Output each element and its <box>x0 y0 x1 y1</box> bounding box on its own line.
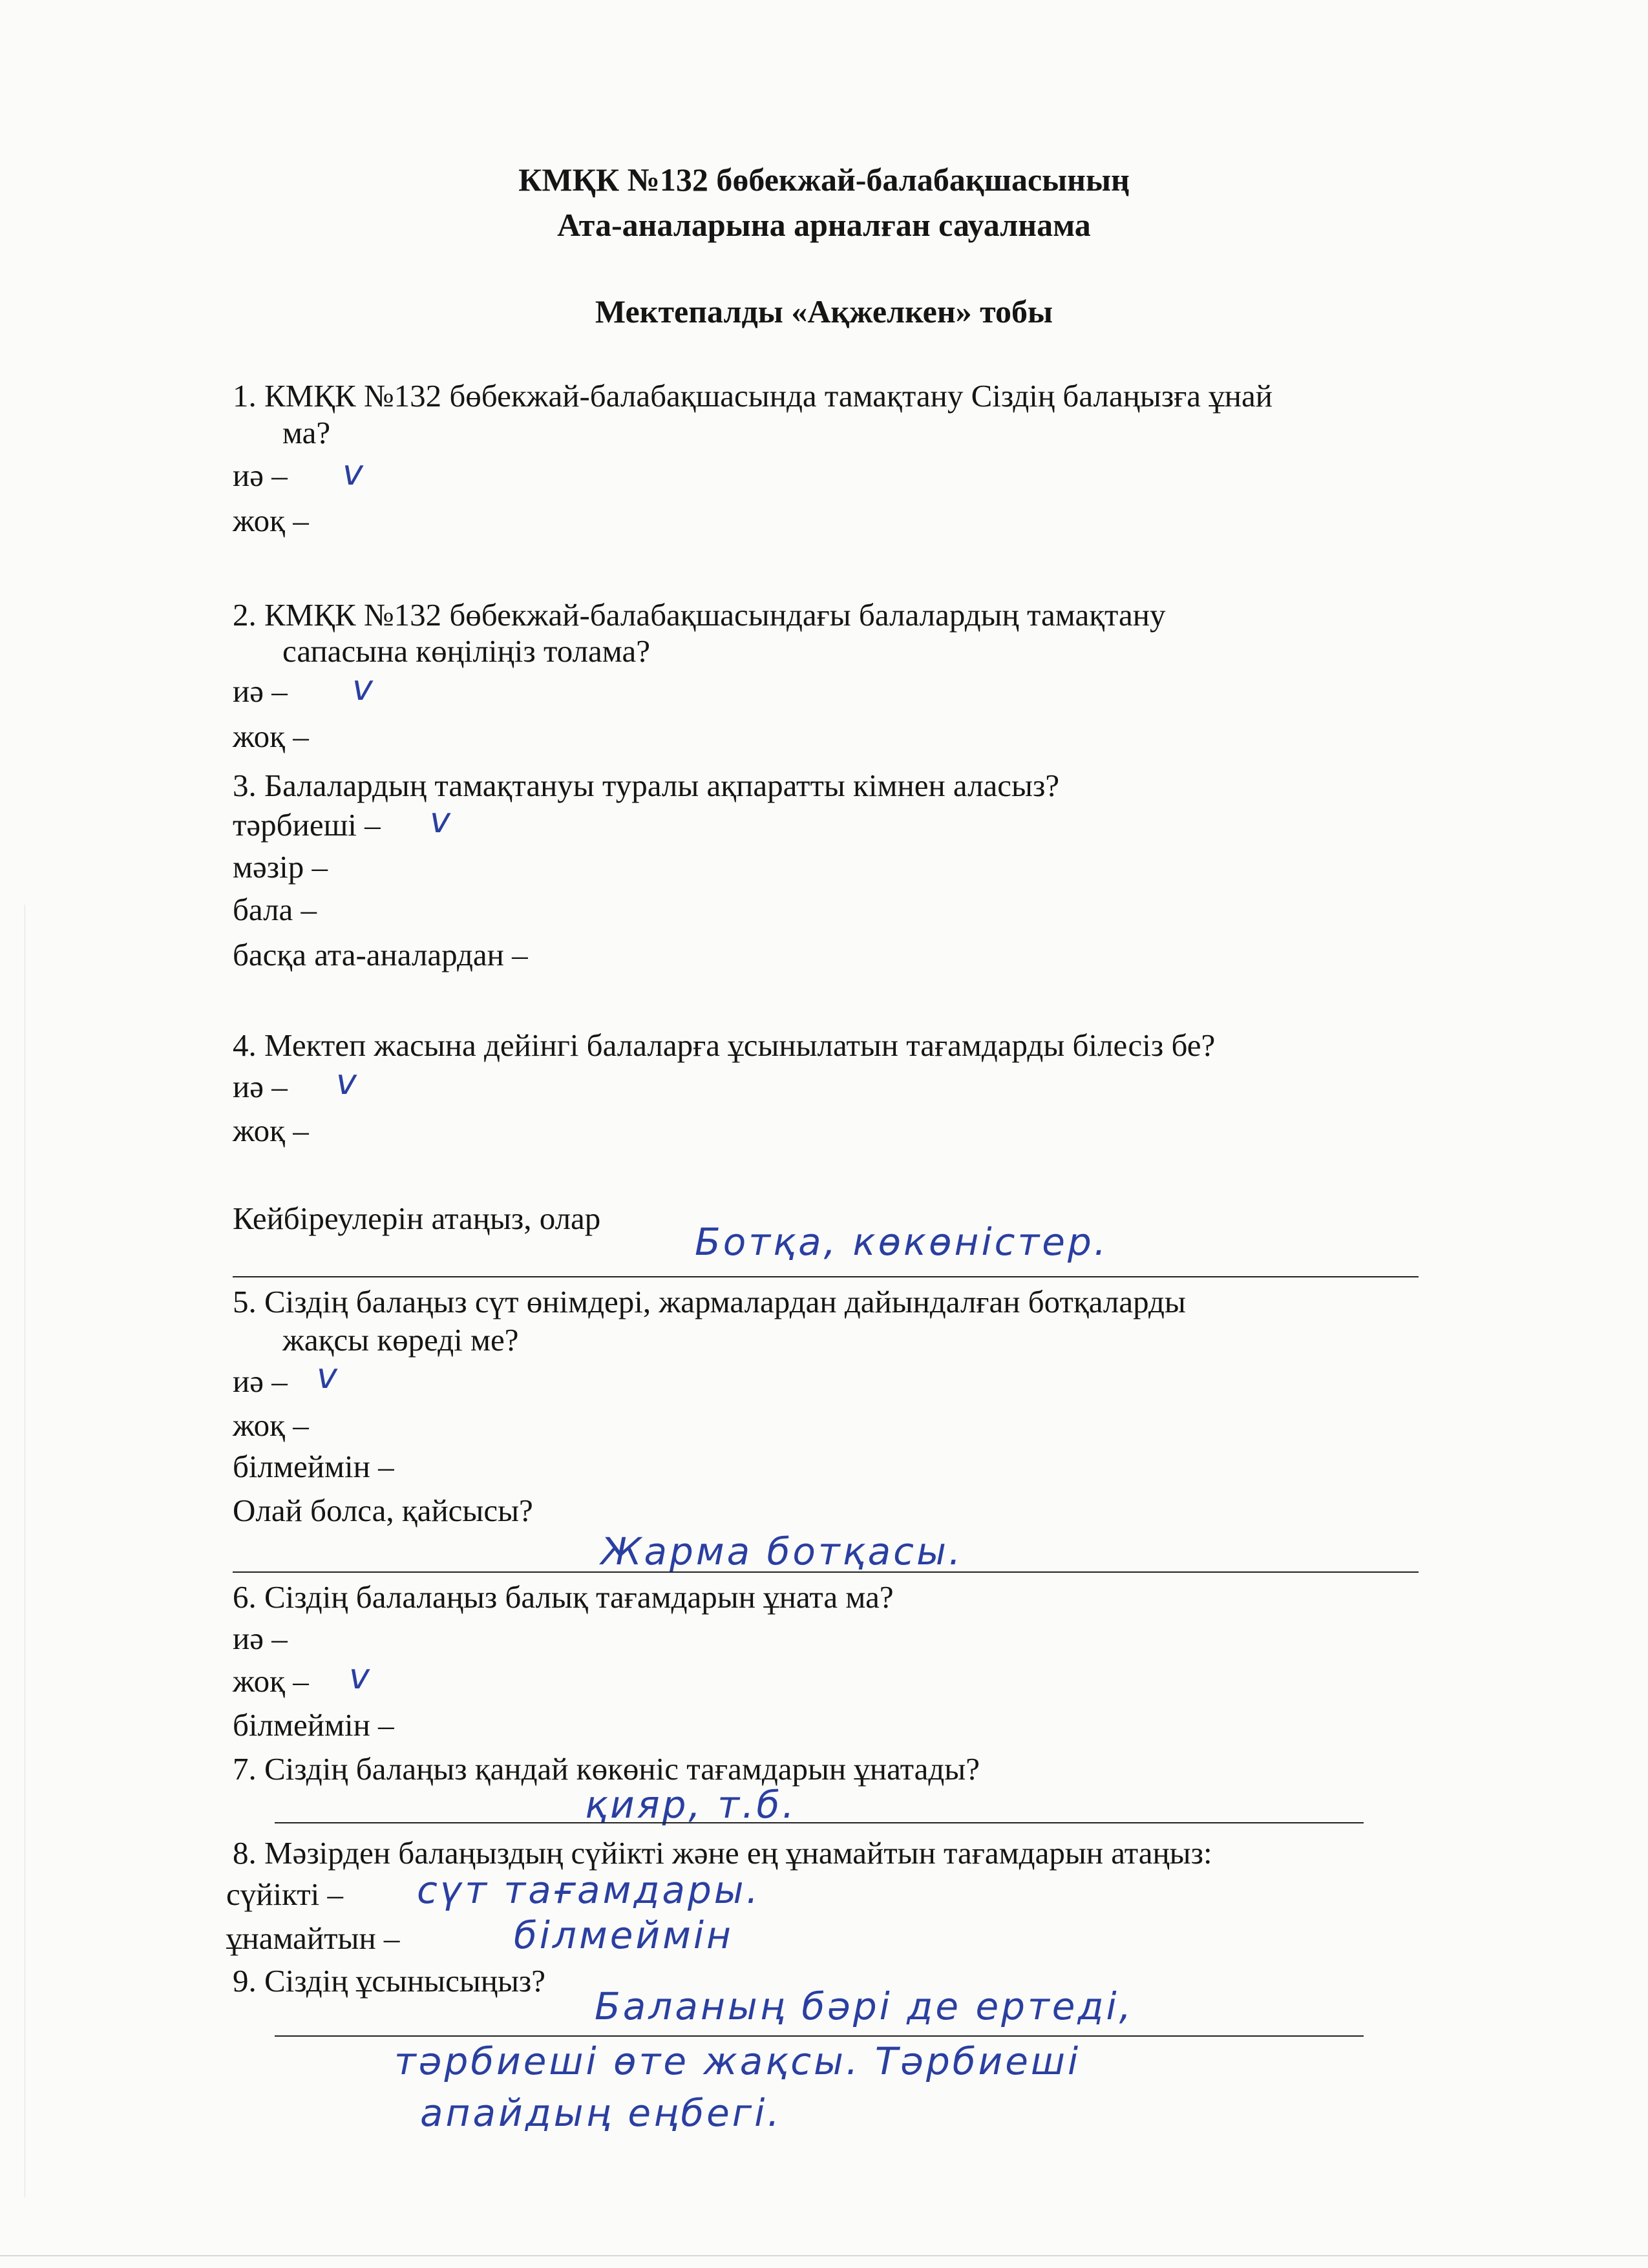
q3-option-parents: басқа ата-аналардан – <box>233 937 528 972</box>
page-title: КМҚК №132 бөбекжай-балабақшасының <box>518 162 1130 198</box>
q1-option-no: жоқ – <box>233 503 309 538</box>
q7-handwritten-answer: қияр, т.б. <box>585 1783 797 1827</box>
scan-bottom-edge <box>0 2255 1648 2256</box>
q5-option-no: жоқ – <box>233 1407 309 1443</box>
question-2-cont: сапасына көңіліңіз толама? <box>282 633 650 669</box>
q8-favorite-answer: сүт тағамдары. <box>417 1868 761 1912</box>
check-mark: v <box>336 1062 357 1102</box>
question-8: 8. Мәзірден балаңыздың сүйікті және ең ұнамайтын тағамдарын атаңыз: <box>233 1835 1212 1871</box>
q9-handwritten-answer-line1: Баланың бәрі де ертеді, <box>595 1984 1134 2028</box>
answer-line <box>233 1276 1419 1277</box>
question-1: 1. КМҚК №132 бөбекжай-балабақшасында тамақтану Сіздің балаңызға ұнай <box>233 378 1273 414</box>
q8-favorite-label: сүйікті – <box>226 1876 344 1912</box>
q3-option-teacher: тәрбиеші – <box>233 807 381 843</box>
question-1-cont: ма? <box>282 415 331 450</box>
q5-handwritten-answer: Жарма ботқасы. <box>601 1529 964 1573</box>
check-mark: v <box>317 1356 337 1396</box>
question-6: 6. Сіздің балалаңыз балық тағамдарын ұната ма? <box>233 1579 894 1615</box>
q3-option-menu: мәзір – <box>233 849 328 885</box>
q4-prompt: Кейбіреулерін атаңыз, олар <box>233 1201 601 1236</box>
question-4: 4. Мектеп жасына дейінгі балаларға ұсынылатын тағамдарды білесіз бе? <box>233 1027 1216 1063</box>
check-mark: v <box>430 800 450 841</box>
q6-option-unknown: білмеймін – <box>233 1707 394 1743</box>
q8-dislike-label: ұнамайтын – <box>226 1920 400 1956</box>
q9-handwritten-answer-line3: апайдың еңбегі. <box>420 2091 782 2135</box>
question-7: 7. Сіздің балаңыз қандай көкөніс тағамдарын ұнатады? <box>233 1751 980 1787</box>
group-name: Мектепалды «Ақжелкен» тобы <box>595 293 1053 330</box>
question-9: 9. Сіздің ұсынысыңыз? <box>233 1963 546 1999</box>
answer-line <box>233 1571 1419 1573</box>
question-5-cont: жақсы көреді ме? <box>282 1322 519 1358</box>
q4-option-yes: иә – <box>233 1069 288 1104</box>
answer-line <box>275 2035 1364 2037</box>
check-mark: v <box>349 1656 370 1697</box>
q2-option-yes: иә – <box>233 673 288 709</box>
page-subtitle: Ата-аналарына арналған сауалнама <box>557 207 1091 243</box>
question-5: 5. Сіздің балаңыз сүт өнімдері, жармалардан дайындалған ботқаларды <box>233 1284 1186 1319</box>
q4-handwritten-answer: Ботқа, көкөністер. <box>695 1220 1109 1264</box>
q9-handwritten-answer-line2: тәрбиеші өте жақсы. Тәрбиеші <box>394 2039 1081 2083</box>
q3-option-child: бала – <box>233 892 317 927</box>
q6-option-no: жоқ – <box>233 1663 309 1699</box>
q4-option-no: жоқ – <box>233 1113 309 1148</box>
q6-option-yes: иә – <box>233 1621 288 1656</box>
q1-option-yes: иә – <box>233 457 288 493</box>
q5-prompt: Олай болса, қайсысы? <box>233 1493 533 1528</box>
q5-option-yes: иә – <box>233 1363 288 1399</box>
check-mark: v <box>343 452 363 493</box>
q2-option-no: жоқ – <box>233 719 309 754</box>
q8-dislike-answer: білмеймін <box>514 1913 734 1957</box>
answer-line <box>275 1822 1364 1823</box>
question-3: 3. Балалардың тамақтануы туралы ақпаратты кімнен аласыз? <box>233 768 1060 803</box>
q5-option-unknown: білмеймін – <box>233 1449 394 1484</box>
check-mark: v <box>352 667 373 708</box>
question-2: 2. КМҚК №132 бөбекжай-балабақшасындағы балалардың тамақтану <box>233 597 1166 633</box>
